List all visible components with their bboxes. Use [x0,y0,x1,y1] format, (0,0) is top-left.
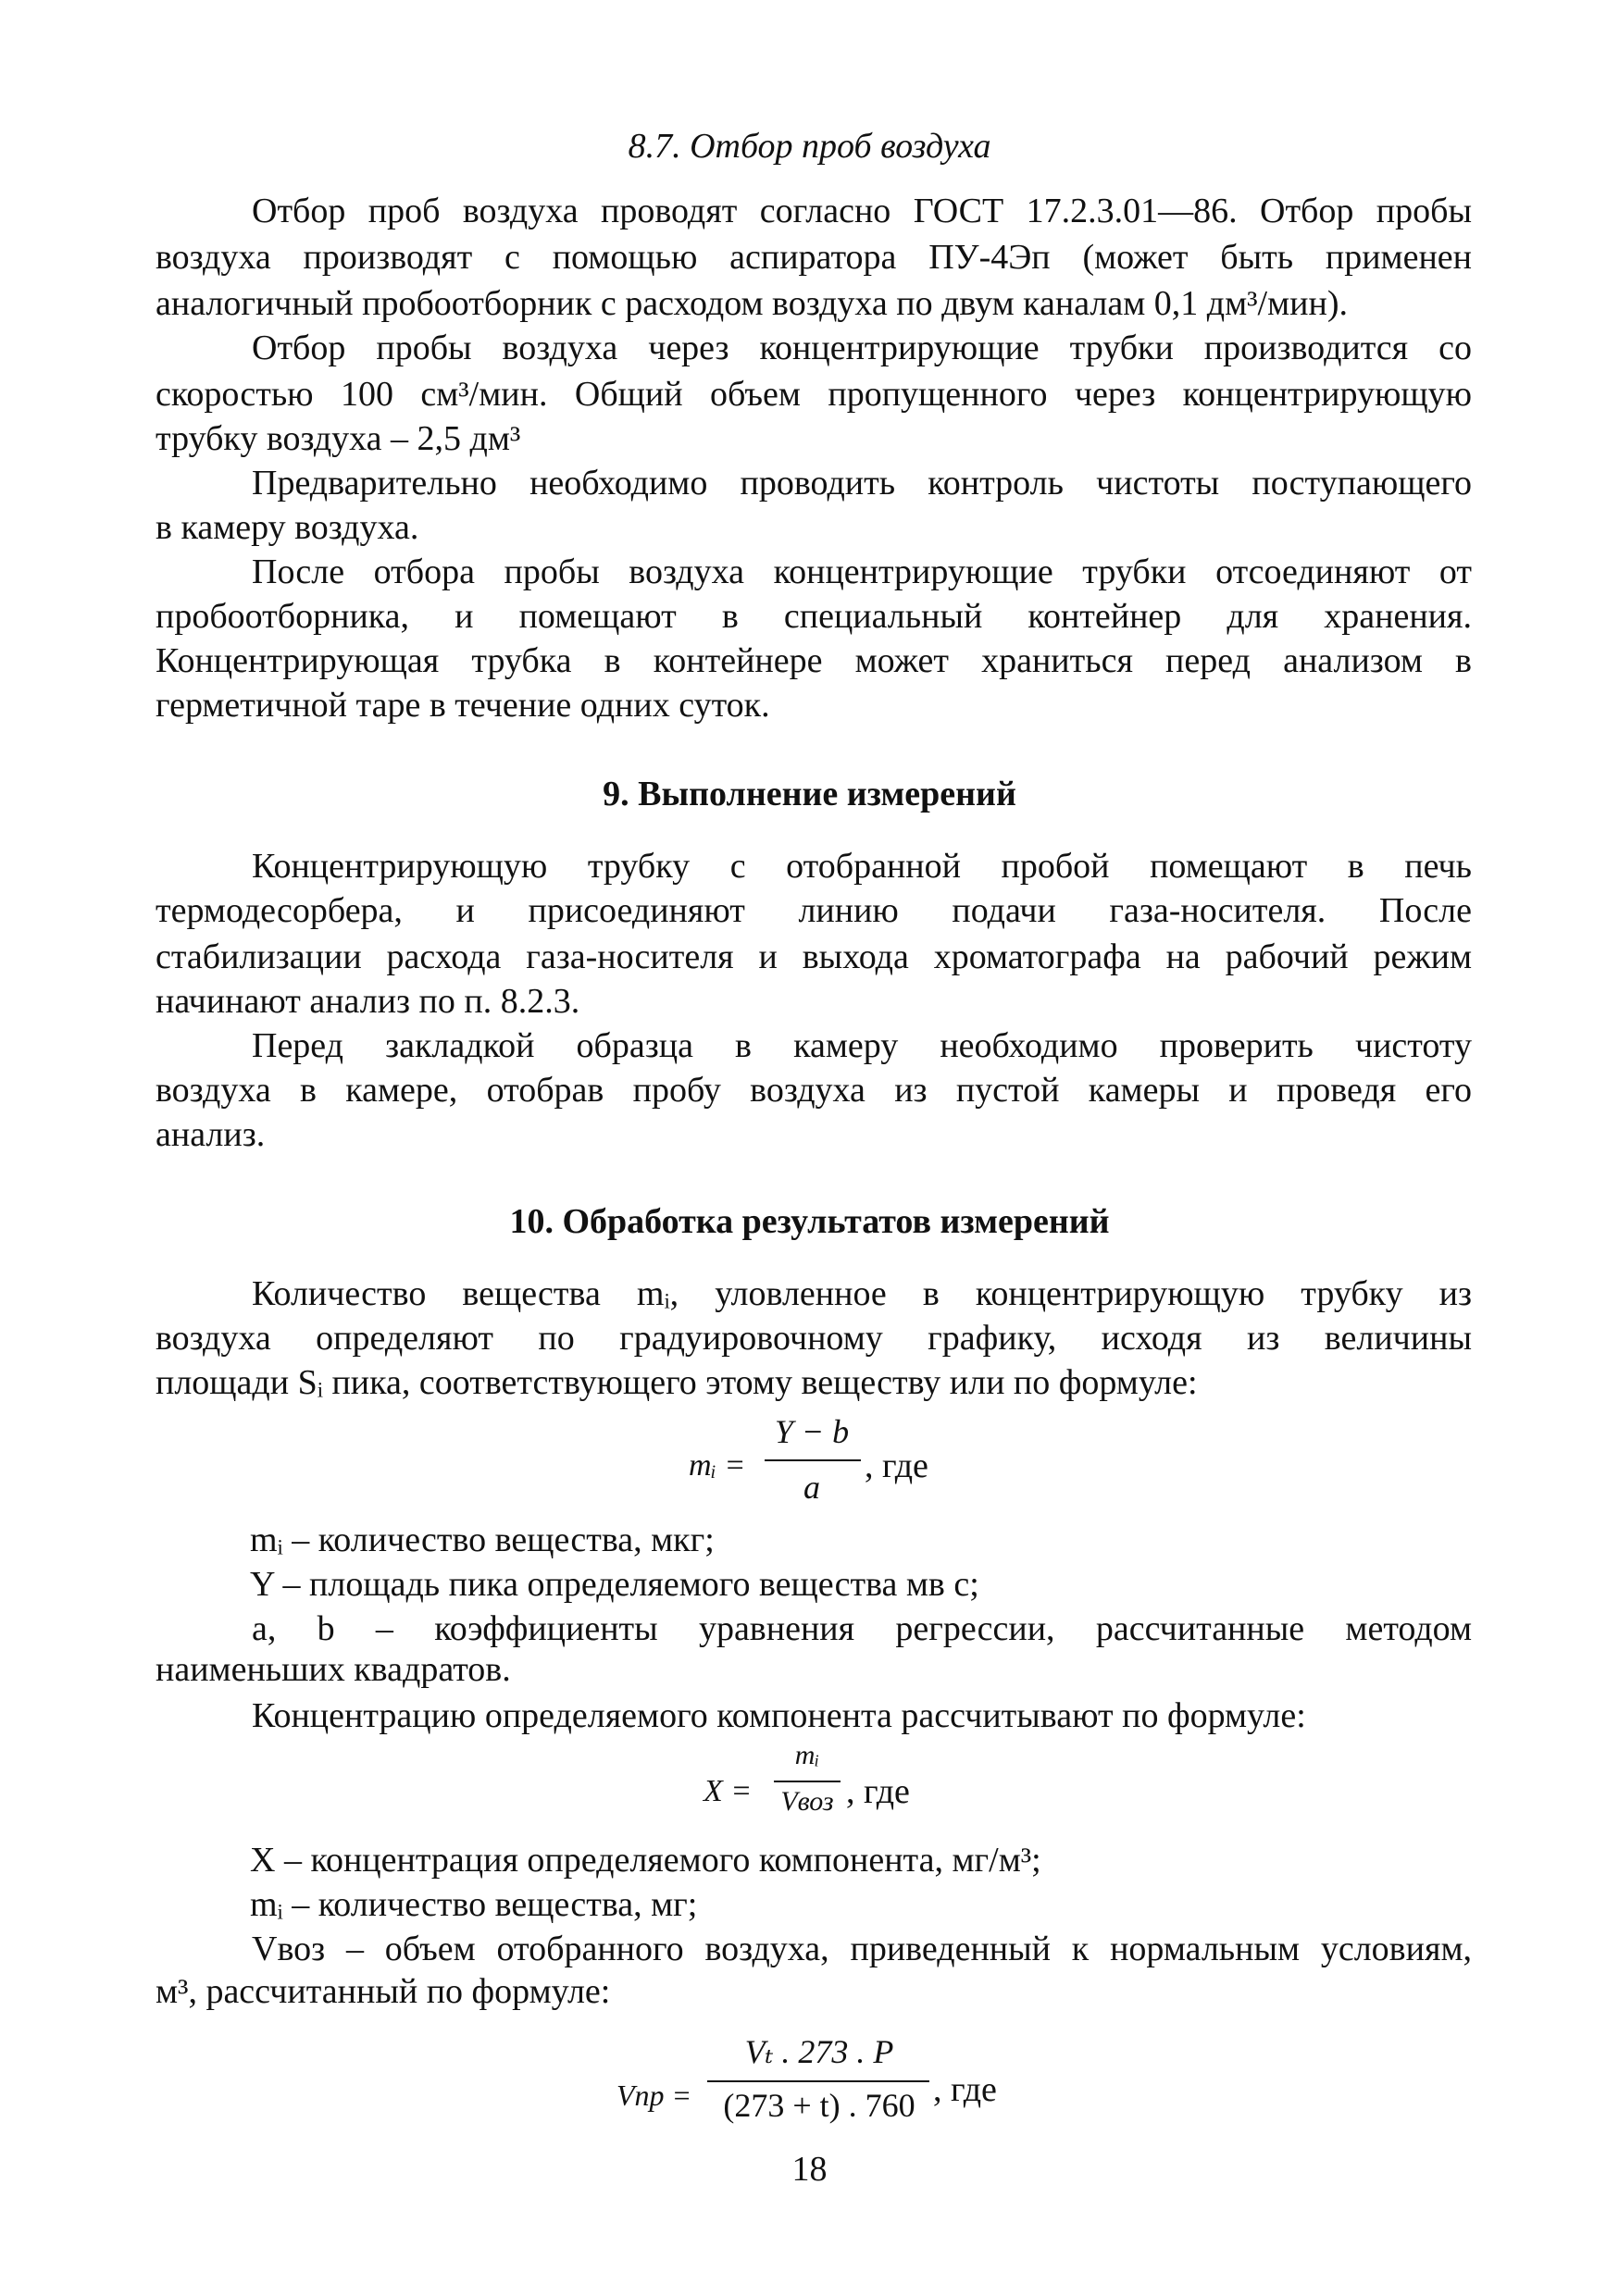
formula-denominator: Vвоз [780,1786,834,1817]
definition-line: mᵢ – количество вещества, мкг; [250,1520,715,1559]
formula-tail: , где [846,1772,910,1811]
fraction-bar [774,1781,841,1782]
section-heading-8-7: 8.7. Отбор проб воздуха [628,127,991,166]
section-heading-10: 10. Обработка результатов измерений [509,1202,1110,1241]
paragraph-line: воздуха производят с помощью аспиратора ПУ-4Эп (может быть применен [156,238,1472,277]
formula-denominator: (273 + t) . 760 [723,2087,915,2124]
page-number: 18 [791,2150,828,2189]
paragraph-line: скоростью 100 см³/мин. Общий объем пропущенного через концентрирующую [156,375,1472,414]
formula-lhs: Vпр = [616,2079,692,2112]
formula-lhs: mᵢ = [689,1448,746,1483]
formula-numerator: Vₜ . 273 . P [744,2033,894,2070]
paragraph-line: Предварительно необходимо проводить контроль чистоты поступающего [252,464,1472,503]
fraction-bar [765,1459,861,1461]
definition-line: a, b – коэффициенты уравнения регрессии, рассчитанные методом [252,1609,1472,1648]
paragraph-line: в камеру воздуха. [156,508,419,547]
paragraph-line: трубку воздуха – 2,5 дм³ [156,419,521,458]
paragraph-line: Перед закладкой образца в камеру необходимо проверить чистоту [252,1026,1472,1065]
paragraph-line: Концентрирующую трубку с отобранной пробой помещают в печь [252,847,1472,886]
section-heading-9: 9. Выполнение измерений [603,775,1016,813]
paragraph-line: воздуха в камере, отобрав пробу воздуха из пустой камеры и проведя его [156,1071,1472,1110]
definition-line: mᵢ – количество вещества, мг; [250,1885,698,1924]
formula-tail: , где [865,1446,928,1485]
definition-line: X – концентрация определяемого компонента, мг/м³; [250,1841,1041,1880]
paragraph-line: После отбора пробы воздуха концентрирующие трубки отсоединяют от [252,552,1472,591]
formula-numerator: mᵢ [794,1740,820,1770]
paragraph-line: Концентрацию определяемого компонента рассчитывают по формуле: [252,1696,1306,1735]
paragraph-line: герметичной таре в течение одних суток. [156,686,770,725]
formula-denominator: a [803,1469,820,1506]
paragraph-line: площади Sᵢ пика, соответствующего этому веществу или по формуле: [156,1363,1198,1402]
paragraph-line: термодесорбера, и присоединяют линию подачи газа-носителя. После [156,891,1472,930]
paragraph-line: стабилизации расхода газа-носителя и выхода хроматографа на рабочий режим [156,937,1472,976]
definition-line: Y – площадь пика определяемого вещества мв с; [250,1565,979,1604]
paragraph-line: пробоотборника, и помещают в специальный контейнер для хранения. [156,597,1472,636]
paragraph-line: анализ. [156,1115,266,1154]
definition-line: м³, рассчитанный по формуле: [156,1972,611,2011]
formula-lhs: X = [704,1774,753,1808]
paragraph-line: аналогичный пробоотборник с расходом воздуха по двум каналам 0,1 дм³/мин). [156,284,1348,323]
paragraph-line: воздуха определяют по градуировочному графику, исходя из величины [156,1319,1472,1358]
paragraph-line: начинают анализ по п. 8.2.3. [156,982,580,1021]
definition-line: наименьших квадратов. [156,1650,511,1689]
paragraph-line: Отбор проб воздуха проводят согласно ГОСТ 17.2.3.01—86. Отбор пробы [252,192,1472,230]
paragraph-line: Отбор пробы воздуха через концентрирующие трубки производится со [252,329,1472,367]
paragraph-line: Количество вещества mᵢ, уловленное в концентрирующую трубку из [252,1274,1472,1313]
definition-line: Vвоз – объем отобранного воздуха, приведенный к нормальным условиям, [252,1930,1472,1968]
paragraph-line: Концентрирующая трубка в контейнере может храниться перед анализом в [156,641,1472,680]
formula-numerator: Y − b [774,1413,850,1450]
fraction-bar [707,2080,929,2082]
formula-tail: , где [933,2070,997,2109]
